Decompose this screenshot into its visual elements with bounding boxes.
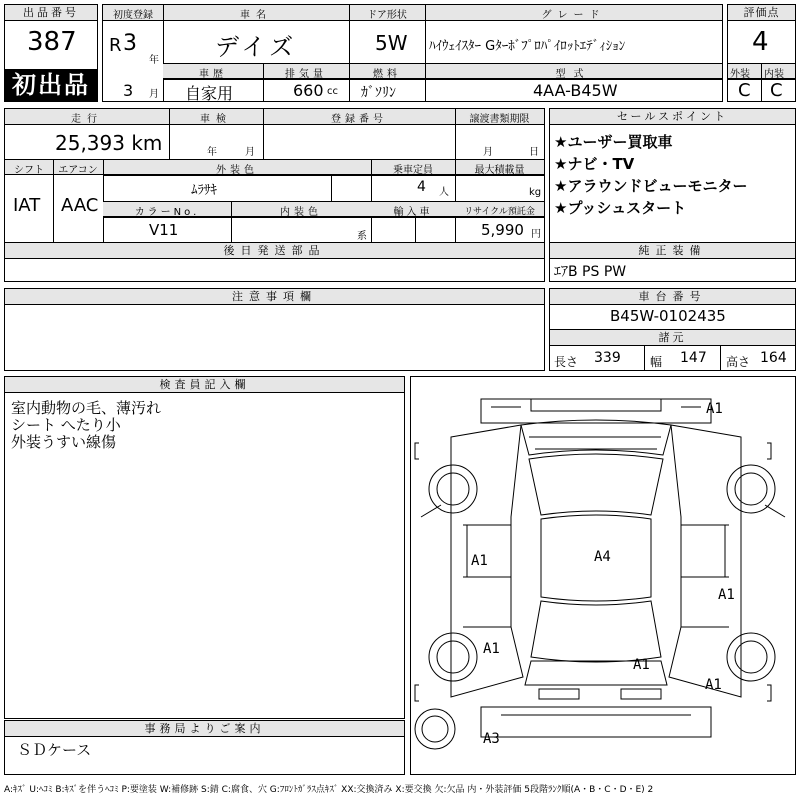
capacity-value: 4 — [417, 179, 426, 195]
model-value: 4AA-B45W — [533, 81, 618, 100]
damage-mark: A1 — [718, 587, 735, 603]
inspection-header: 車検 — [200, 114, 232, 125]
damage-mark: A1 — [705, 677, 722, 693]
equipment-value: ｴｱB PS PW — [554, 264, 627, 280]
transfer-header: 譲渡書類期限 — [469, 114, 530, 125]
fuel-header: 燃料 — [373, 69, 401, 80]
length-label: 長さ — [554, 355, 579, 369]
import-header: 輸入車 — [393, 207, 433, 218]
damage-mark: A1 — [633, 657, 650, 673]
color-no-header: カラーNo. — [134, 207, 200, 218]
dimensions-header: 諸元 — [550, 330, 795, 346]
rear-glass — [531, 601, 661, 662]
displacement-header: 排気量 — [285, 69, 327, 80]
sales-point: ★プッシュスタート — [554, 199, 687, 217]
score-box — [727, 4, 796, 102]
interior-header: 内装 — [764, 69, 784, 80]
exterior-header: 外装 — [730, 69, 750, 80]
color-no-value: V11 — [149, 221, 179, 239]
notes-header: 注意事項欄 — [5, 289, 544, 305]
door-type: 5W — [375, 31, 408, 55]
height-label: 高さ — [726, 355, 751, 369]
registration-header: 初度登録 — [113, 10, 153, 21]
damage-diagram — [410, 376, 796, 775]
shift-header: シフト — [14, 165, 44, 176]
vehicle-detail-box — [4, 108, 545, 243]
inspector-header: 検査員記入欄 — [5, 377, 404, 393]
inspector-line: 室内動物の毛、薄汚れ — [11, 399, 162, 417]
shift-value: IAT — [13, 195, 41, 216]
score-header: 評価点 — [728, 5, 795, 21]
door-header: ドア形状 — [367, 10, 407, 21]
wheel-front-right — [727, 465, 775, 513]
rear-bumper — [481, 707, 711, 737]
transfer-month-unit: 月 — [483, 147, 493, 158]
damage-mark: A1 — [706, 401, 723, 417]
reg-number-header: 登録番号 — [331, 114, 387, 125]
displacement-unit: cc — [327, 86, 338, 97]
sales-points-box — [549, 108, 796, 243]
recycle-header: リサイクル預託金 — [464, 207, 535, 217]
car-name-header: 車名 — [240, 10, 272, 21]
length-value: 339 — [594, 350, 621, 366]
mileage-value: 25,393 km — [55, 131, 163, 155]
history-header: 車歴 — [199, 69, 227, 80]
fuel-value: ｶﾞｿﾘﾝ — [361, 85, 396, 101]
inspector-line: 外装うすい線傷 — [11, 433, 117, 451]
equipment-header: 純正装備 — [550, 243, 795, 259]
inspector-box — [4, 376, 405, 719]
capacity-header: 乗車定員 — [393, 165, 433, 176]
payload-header: 最大積載量 — [474, 165, 525, 176]
right-side — [669, 425, 741, 697]
capacity-unit: 人 — [439, 187, 449, 198]
damage-mark: A3 — [483, 731, 500, 747]
notes-box — [4, 288, 545, 371]
displacement-value: 660 — [293, 81, 324, 100]
car-outline — [411, 377, 795, 774]
exterior-score: C — [738, 80, 751, 101]
recycle-value: 5,990 — [481, 221, 524, 239]
width-value: 147 — [680, 350, 707, 366]
later-parts-box — [4, 242, 545, 282]
transfer-day-unit: 日 — [529, 147, 539, 158]
chassis-value: B45W-0102435 — [610, 307, 726, 325]
ext-color-header: 外装色 — [216, 165, 258, 176]
aircon-header: エアコン — [58, 165, 98, 176]
wheel-rear-right — [727, 633, 775, 681]
legend-text: A:ｷｽﾞ U:ﾍｺﾐ B:ｷｽﾞを伴うﾍｺﾐ P:要塗装 W:補修跡 S:錆 C:腐食、穴 G:ﾌﾛﾝﾄｶﾞﾗｽ点ｷｽﾞ XX:交換済み X:要交換 欠:欠品 内・外装評価 5段階ﾗﾝｸ順(A・B・C・D・E) 2 — [4, 785, 654, 795]
sales-point: ★アラウンドビューモニター — [554, 177, 748, 195]
inspector-line: シート へたり小 — [11, 416, 121, 434]
registration-year: 3 — [123, 31, 137, 56]
sales-point: ★ユーザー買取車 — [554, 133, 673, 151]
inspection-month-unit: 月 — [245, 147, 255, 158]
wheel-rear-left — [429, 633, 477, 681]
equipment-box — [549, 242, 796, 282]
int-color-unit: 系 — [357, 231, 367, 242]
grade-value: ﾊｲｳｪｲｽﾀｰ Gﾀｰﾎﾞﾌﾟﾛﾊﾟｲﾛｯﾄｴﾃﾞｨｼｮﾝ — [429, 39, 626, 54]
ext-color-value: ﾑﾗｻｷ — [191, 183, 217, 198]
car-name: デイズ — [215, 33, 298, 61]
lot-box — [4, 4, 98, 102]
model-header: 型式 — [555, 69, 592, 80]
first-listing-badge: 初出品 — [5, 69, 97, 101]
lot-header: 出品番号 — [5, 5, 97, 21]
interior-score: C — [770, 80, 783, 101]
inspection-year-unit: 年 — [207, 147, 217, 158]
payload-unit: kg — [529, 187, 542, 198]
height-value: 164 — [760, 350, 787, 366]
registration-month: 3 — [123, 81, 134, 100]
sales-points-header: セールスポイント — [550, 109, 795, 125]
recycle-unit: 円 — [531, 229, 541, 240]
history-value: 自家用 — [185, 84, 234, 103]
width-label: 幅 — [650, 355, 663, 369]
score-value: 4 — [752, 27, 769, 57]
main-info-box — [102, 4, 723, 102]
office-header: 事務局よりご案内 — [5, 721, 404, 737]
later-parts-header: 後日発送部品 — [5, 243, 544, 259]
damage-mark: A1 — [483, 641, 500, 657]
chassis-header: 車台番号 — [550, 289, 795, 305]
int-color-header: 内装色 — [280, 207, 322, 218]
grade-header: グレード — [541, 10, 606, 21]
wheel-front-left — [429, 465, 477, 513]
registration-month-unit: 月 — [149, 89, 159, 100]
damage-mark: A1 — [471, 553, 488, 569]
mileage-header: 走行 — [71, 114, 103, 125]
sales-point: ★ナビ・TV — [554, 155, 635, 173]
registration-era: R — [109, 35, 122, 56]
spare-tire — [415, 709, 455, 749]
lot-number: 387 — [27, 27, 77, 57]
registration-year-unit: 年 — [149, 55, 159, 66]
office-box — [4, 720, 405, 775]
chassis-box — [549, 288, 796, 371]
aircon-value: AAC — [61, 195, 99, 216]
windshield — [529, 454, 663, 515]
damage-mark: A4 — [594, 549, 611, 565]
office-value: ＳＤケース — [17, 741, 92, 759]
